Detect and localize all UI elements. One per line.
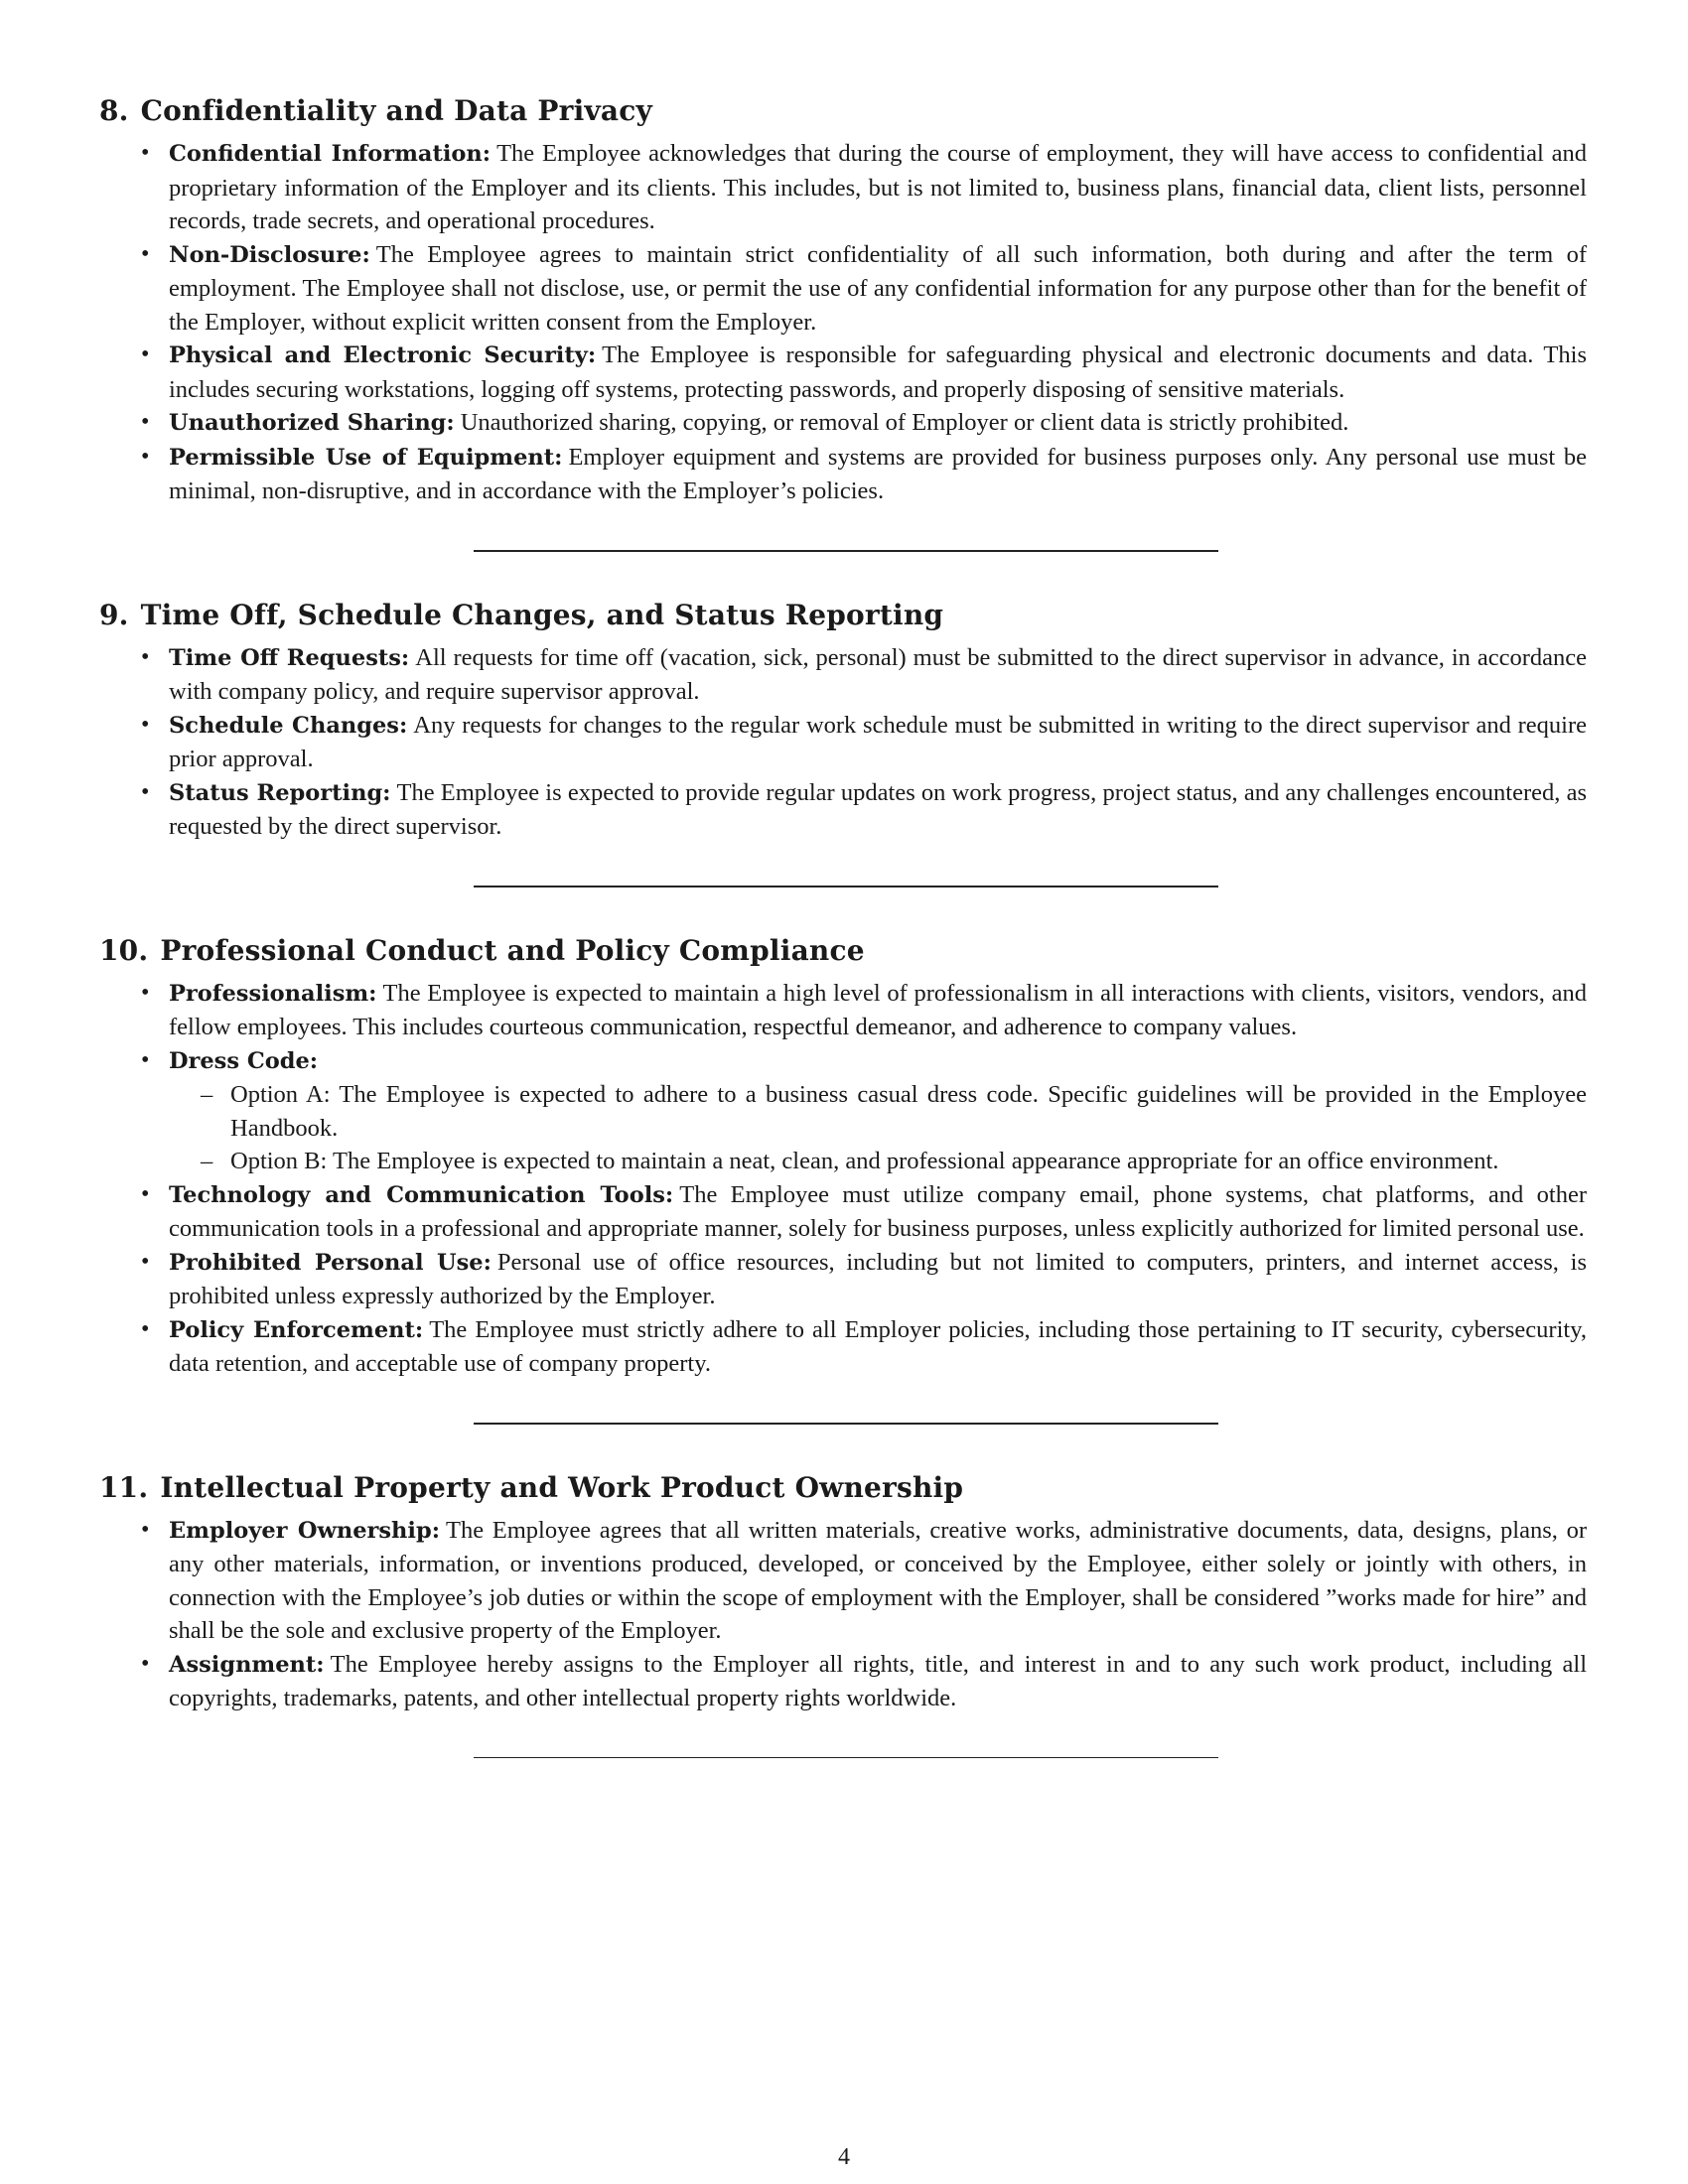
item-text: The Employee hereby assigns to the Employer all rights, title, and interest in and to any such work product, including all copyrights, trademarks, patents, and other intellectual property rights worldwide. xyxy=(169,1650,1587,1711)
list-item xyxy=(169,1514,1587,1648)
document-page xyxy=(99,91,1589,1758)
item-text: The Employee agrees to maintain strict confidentiality of all such information, both during and after the term of employment. The Employee shall not disclose, use, or permit the use of any confidential information for any purpose other than for the benefit of the Employer, without explicit written consent from the Employer. xyxy=(169,240,1587,336)
section-divider xyxy=(474,1423,1218,1425)
item-lead: Physical and Electronic Security: xyxy=(169,342,597,368)
item-lead: Prohibited Personal Use: xyxy=(169,1249,492,1276)
item-text: The Employee agrees that all written materials, creative works, administrative documents, data, designs, plans, or any other materials, information, or inventions produced, developed, or conceived by the Employee, either solely or jointly with others, in connection with the Employee’s job duties or within the scope of employment with the Employer, shall be considered ”works made for hire” and shall be the sole and exclusive property of the Employer. xyxy=(169,1516,1587,1644)
list-item xyxy=(169,1246,1587,1313)
item-lead: Technology and Communication Tools: xyxy=(169,1181,674,1208)
list-item xyxy=(169,977,1587,1044)
item-text: Any requests for changes to the regular work schedule must be submitted in writing to the direct supervisor and require prior approval. xyxy=(169,711,1587,772)
item-lead: Employer Ownership: xyxy=(169,1517,440,1544)
item-text: Unauthorized sharing, copying, or removal of Employer or client data is strictly prohibited. xyxy=(460,409,1349,436)
dress-code-options xyxy=(169,1078,1587,1178)
section-heading xyxy=(99,91,1589,131)
bullet-list xyxy=(99,137,1589,508)
section-title: Professional Conduct and Policy Compliance xyxy=(160,933,865,967)
section-divider xyxy=(474,550,1218,552)
item-lead: Unauthorized Sharing: xyxy=(169,410,455,436)
list-item xyxy=(169,1178,1587,1246)
list-item xyxy=(169,641,1587,709)
bullet-list xyxy=(99,641,1589,844)
page-number: 4 xyxy=(838,2144,850,2170)
section-divider xyxy=(474,886,1218,887)
item-text: Personal use of office resources, including but not limited to computers, printers, and internet access, is prohibited unless expressly authorized by the Employer. xyxy=(169,1248,1587,1309)
bullet-list xyxy=(99,1514,1589,1715)
section-heading xyxy=(99,596,1589,635)
list-item xyxy=(169,1648,1587,1715)
section-heading xyxy=(99,931,1589,971)
list-item xyxy=(169,1044,1587,1178)
sub-list-item: – Option A: The Employee is expected to adhere to a business casual dress code. Specific guidelines will be provided in the Employee Handbook. xyxy=(230,1078,1587,1145)
section-10 xyxy=(99,931,1589,1381)
section-number: 11. xyxy=(99,1470,149,1504)
item-text: The Employee is responsible for safeguarding physical and electronic documents and data. This includes securing workstations, logging off systems, protecting passwords, and properly disposing of sensitive materials. xyxy=(169,341,1587,403)
section-number: 10. xyxy=(99,933,149,967)
item-lead: Dress Code: xyxy=(169,1047,319,1074)
section-heading xyxy=(99,1468,1589,1508)
list-item xyxy=(169,776,1587,844)
section-title: Intellectual Property and Work Product Ownership xyxy=(160,1470,964,1504)
item-lead: Time Off Requests: xyxy=(169,644,410,671)
section-title: Time Off, Schedule Changes, and Status Reporting xyxy=(140,598,944,631)
item-text: All requests for time off (vacation, sick, personal) must be submitted to the direct supervisor in advance, in accordance with company policy, and require supervisor approval. xyxy=(169,643,1587,705)
bullet-list xyxy=(99,977,1589,1381)
item-lead: Status Reporting: xyxy=(169,779,391,806)
list-item xyxy=(169,1313,1587,1381)
item-lead: Schedule Changes: xyxy=(169,712,408,739)
list-item xyxy=(169,137,1587,238)
section-8 xyxy=(99,91,1589,508)
list-item xyxy=(169,238,1587,340)
section-title: Confidentiality and Data Privacy xyxy=(140,94,652,127)
item-lead: Non-Disclosure: xyxy=(169,241,370,268)
section-11 xyxy=(99,1468,1589,1715)
item-text: Employer equipment and systems are provided for business purposes only. Any personal use must be minimal, non-disruptive, and in accordance with the Employer’s policies. xyxy=(169,443,1587,504)
list-item xyxy=(169,406,1587,441)
item-text: The Employee acknowledges that during the course of employment, they will have access to confidential and proprietary information of the Employer and its clients. This includes, but is not limited to, business plans, financial data, client lists, personnel records, trade secrets, and operational procedures. xyxy=(169,140,1587,234)
sub-list-item: – Option B: The Employee is expected to maintain a neat, clean, and professional appearance appropriate for an office environment. xyxy=(230,1145,1587,1178)
item-lead: Permissible Use of Equipment: xyxy=(169,444,563,471)
item-lead: Policy Enforcement: xyxy=(169,1316,424,1343)
item-text: The Employee is expected to provide regular updates on work progress, project status, and any challenges encountered, as requested by the direct supervisor. xyxy=(169,778,1587,840)
item-lead: Professionalism: xyxy=(169,980,377,1007)
section-number: 8. xyxy=(99,94,129,127)
item-text: The Employee is expected to maintain a high level of professionalism in all interactions with clients, visitors, vendors, and fellow employees. This includes courteous communication, respectful demeanor, and adherence to company values. xyxy=(169,979,1587,1040)
section-9 xyxy=(99,596,1589,844)
item-lead: Confidential Information: xyxy=(169,141,492,167)
section-number: 9. xyxy=(99,598,129,631)
section-divider xyxy=(474,1757,1218,1758)
list-item xyxy=(169,441,1587,508)
item-text: The Employee must strictly adhere to all Employer policies, including those pertaining to IT security, cybersecurity, data retention, and acceptable use of company property. xyxy=(169,1315,1587,1377)
list-item xyxy=(169,339,1587,406)
item-text: The Employee must utilize company email, phone systems, chat platforms, and other communication tools in a professional and appropriate manner, solely for business purposes, unless explicitly authorized for limited personal use. xyxy=(169,1180,1587,1242)
list-item xyxy=(169,709,1587,776)
item-lead: Assignment: xyxy=(169,1651,325,1678)
